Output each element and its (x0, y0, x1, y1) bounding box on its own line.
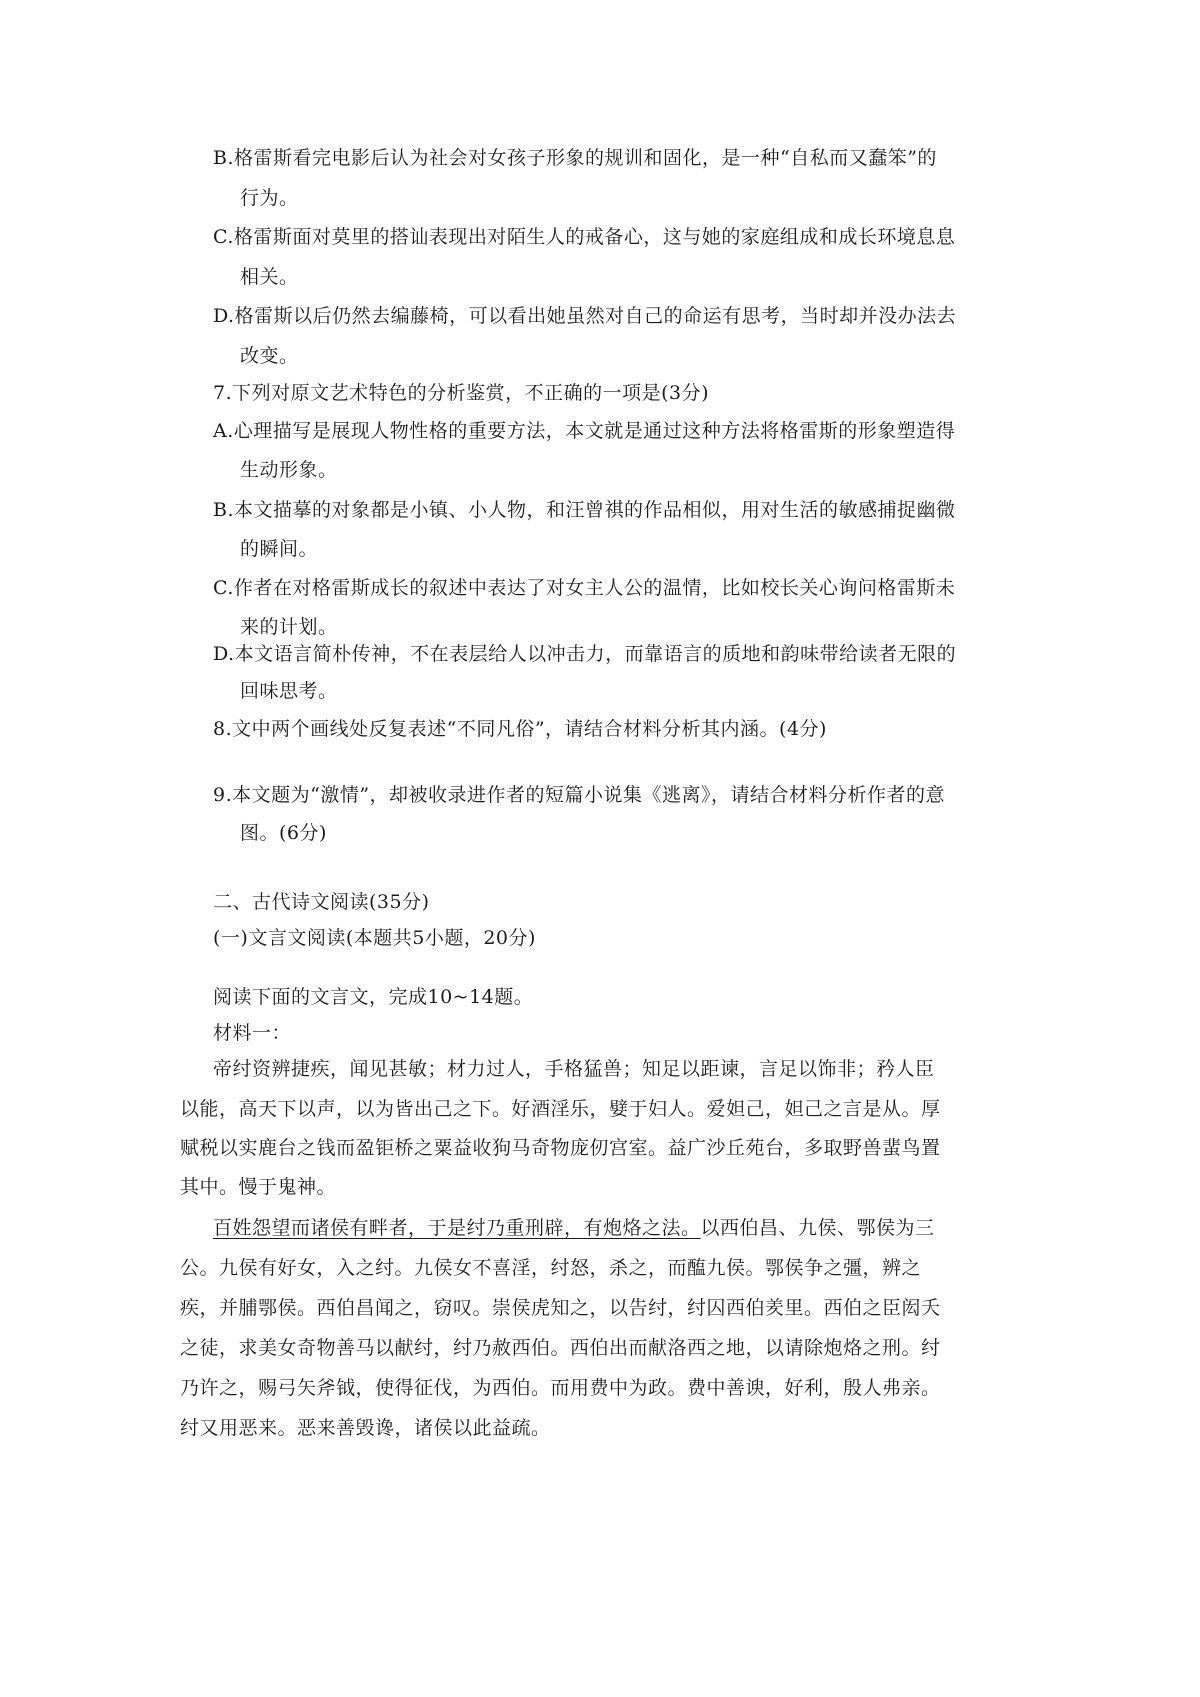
q6-option-c: C.格雷斯面对莫里的搭讪表现出对陌生人的戒备心，这与她的家庭组成和成长环境息息 (213, 226, 956, 248)
q6-option-c-cont: 相关。 (240, 266, 299, 288)
passage1-line-1: 帝纣资辨捷疾，闻见甚敏；材力过人，手格猛兽；知足以距谏，言足以饰非；矜人臣 (213, 1058, 935, 1080)
material-label: 材料一： (213, 1022, 292, 1044)
passage2-line-1 (213, 1207, 935, 1249)
passage2-line-5: 乃许之，赐弓矢斧钺，使得征伐，为西伯。而用费中为政。费中善谀，好利，殷人弗亲。 (180, 1377, 941, 1399)
passage1-line-4: 其中。慢于鬼神。 (180, 1176, 337, 1198)
passage1-line-3: 赋税以实鹿台之钱而盈钜桥之粟益收狗马奇物庞仞宫室。益广沙丘苑台，多取野兽蜚鸟置 (180, 1137, 941, 1159)
q9-stem-cont: 图。(6分) (240, 822, 327, 844)
q6-option-d: D.格雷斯以后仍然去编藤椅，可以看出她虽然对自己的命运有思考，当时却并没办法去 (213, 305, 957, 327)
q7-option-d-cont: 回味思考。 (240, 680, 338, 702)
q7-option-a-cont: 生动形象。 (240, 459, 338, 481)
q7-option-b-cont: 的瞬间。 (240, 538, 319, 560)
underlined-sentence: 百姓怨望而诸侯有畔者，于是纣乃重刑辟，有炮烙之法。 (213, 1217, 701, 1239)
q9-stem: 9.本文题为“激情”，却被收录进作者的短篇小说集《逃离》，请结合材料分析作者的意 (213, 784, 946, 806)
q7-stem: 7.下列对原文艺术特色的分析鉴赏，不正确的一项是(3分) (213, 382, 710, 404)
q7-option-c: C.作者在对格雷斯成长的叙述中表达了对女主人公的温情，比如校长关心询问格雷斯未 (213, 577, 956, 599)
q8-stem: 8.文中两个画线处反复表述“不同凡俗”，请结合材料分析其内涵。(4分) (213, 718, 827, 740)
q7-option-a: A.心理描写是展现人物性格的重要方法，本文就是通过这种方法将格雷斯的形象塑造得 (213, 420, 956, 442)
section-title: 二、古代诗文阅读(35分) (213, 891, 430, 913)
passage2-line-4: 之徒，求美女奇物善马以献纣，纣乃赦西伯。西伯出而献洛西之地，以请除炮烙之刑。纣 (180, 1337, 941, 1359)
reading-instruction: 阅读下面的文言文，完成10~14题。 (213, 986, 534, 1008)
subsection-title: (一)文言文阅读(本题共5小题，20分) (213, 927, 536, 949)
q7-option-b: B.本文描摹的对象都是小镇、小人物，和汪曾祺的作品相似，用对生活的敏感捕捉幽微 (213, 499, 956, 521)
q6-option-d-cont: 改变。 (240, 345, 299, 367)
q6-option-b: B.格雷斯看完电影后认为社会对女孩子形象的规训和固化，是一种“自私而又蠢笨”的 (213, 147, 937, 169)
q7-option-c-cont: 来的计划。 (240, 616, 338, 638)
passage2-line-6: 纣又用恶来。恶来善毁谗，诸侯以此益疏。 (180, 1417, 551, 1439)
passage2-line-1-rest: 以西伯昌、九侯、鄂侯为三 (700, 1217, 935, 1239)
passage2-line-2: 公。九侯有好女，入之纣。九侯女不喜淫，纣怒，杀之，而醢九侯。鄂侯争之彊，辨之 (180, 1257, 922, 1279)
q7-option-d: D.本文语言简朴传神，不在表层给人以冲击力，而靠语言的质地和韵味带给读者无限的 (213, 643, 957, 665)
q6-option-b-cont: 行为。 (240, 187, 299, 209)
passage2-line-3: 疾，并脯鄂侯。西伯昌闻之，窃叹。崇侯虎知之，以告纣，纣囚西伯羑里。西伯之臣闳夭 (180, 1297, 941, 1319)
passage1-line-2: 以能，高天下以声，以为皆出己之下。好酒淫乐，嬖于妇人。爱妲己，妲己之言是从。厚 (180, 1098, 941, 1120)
